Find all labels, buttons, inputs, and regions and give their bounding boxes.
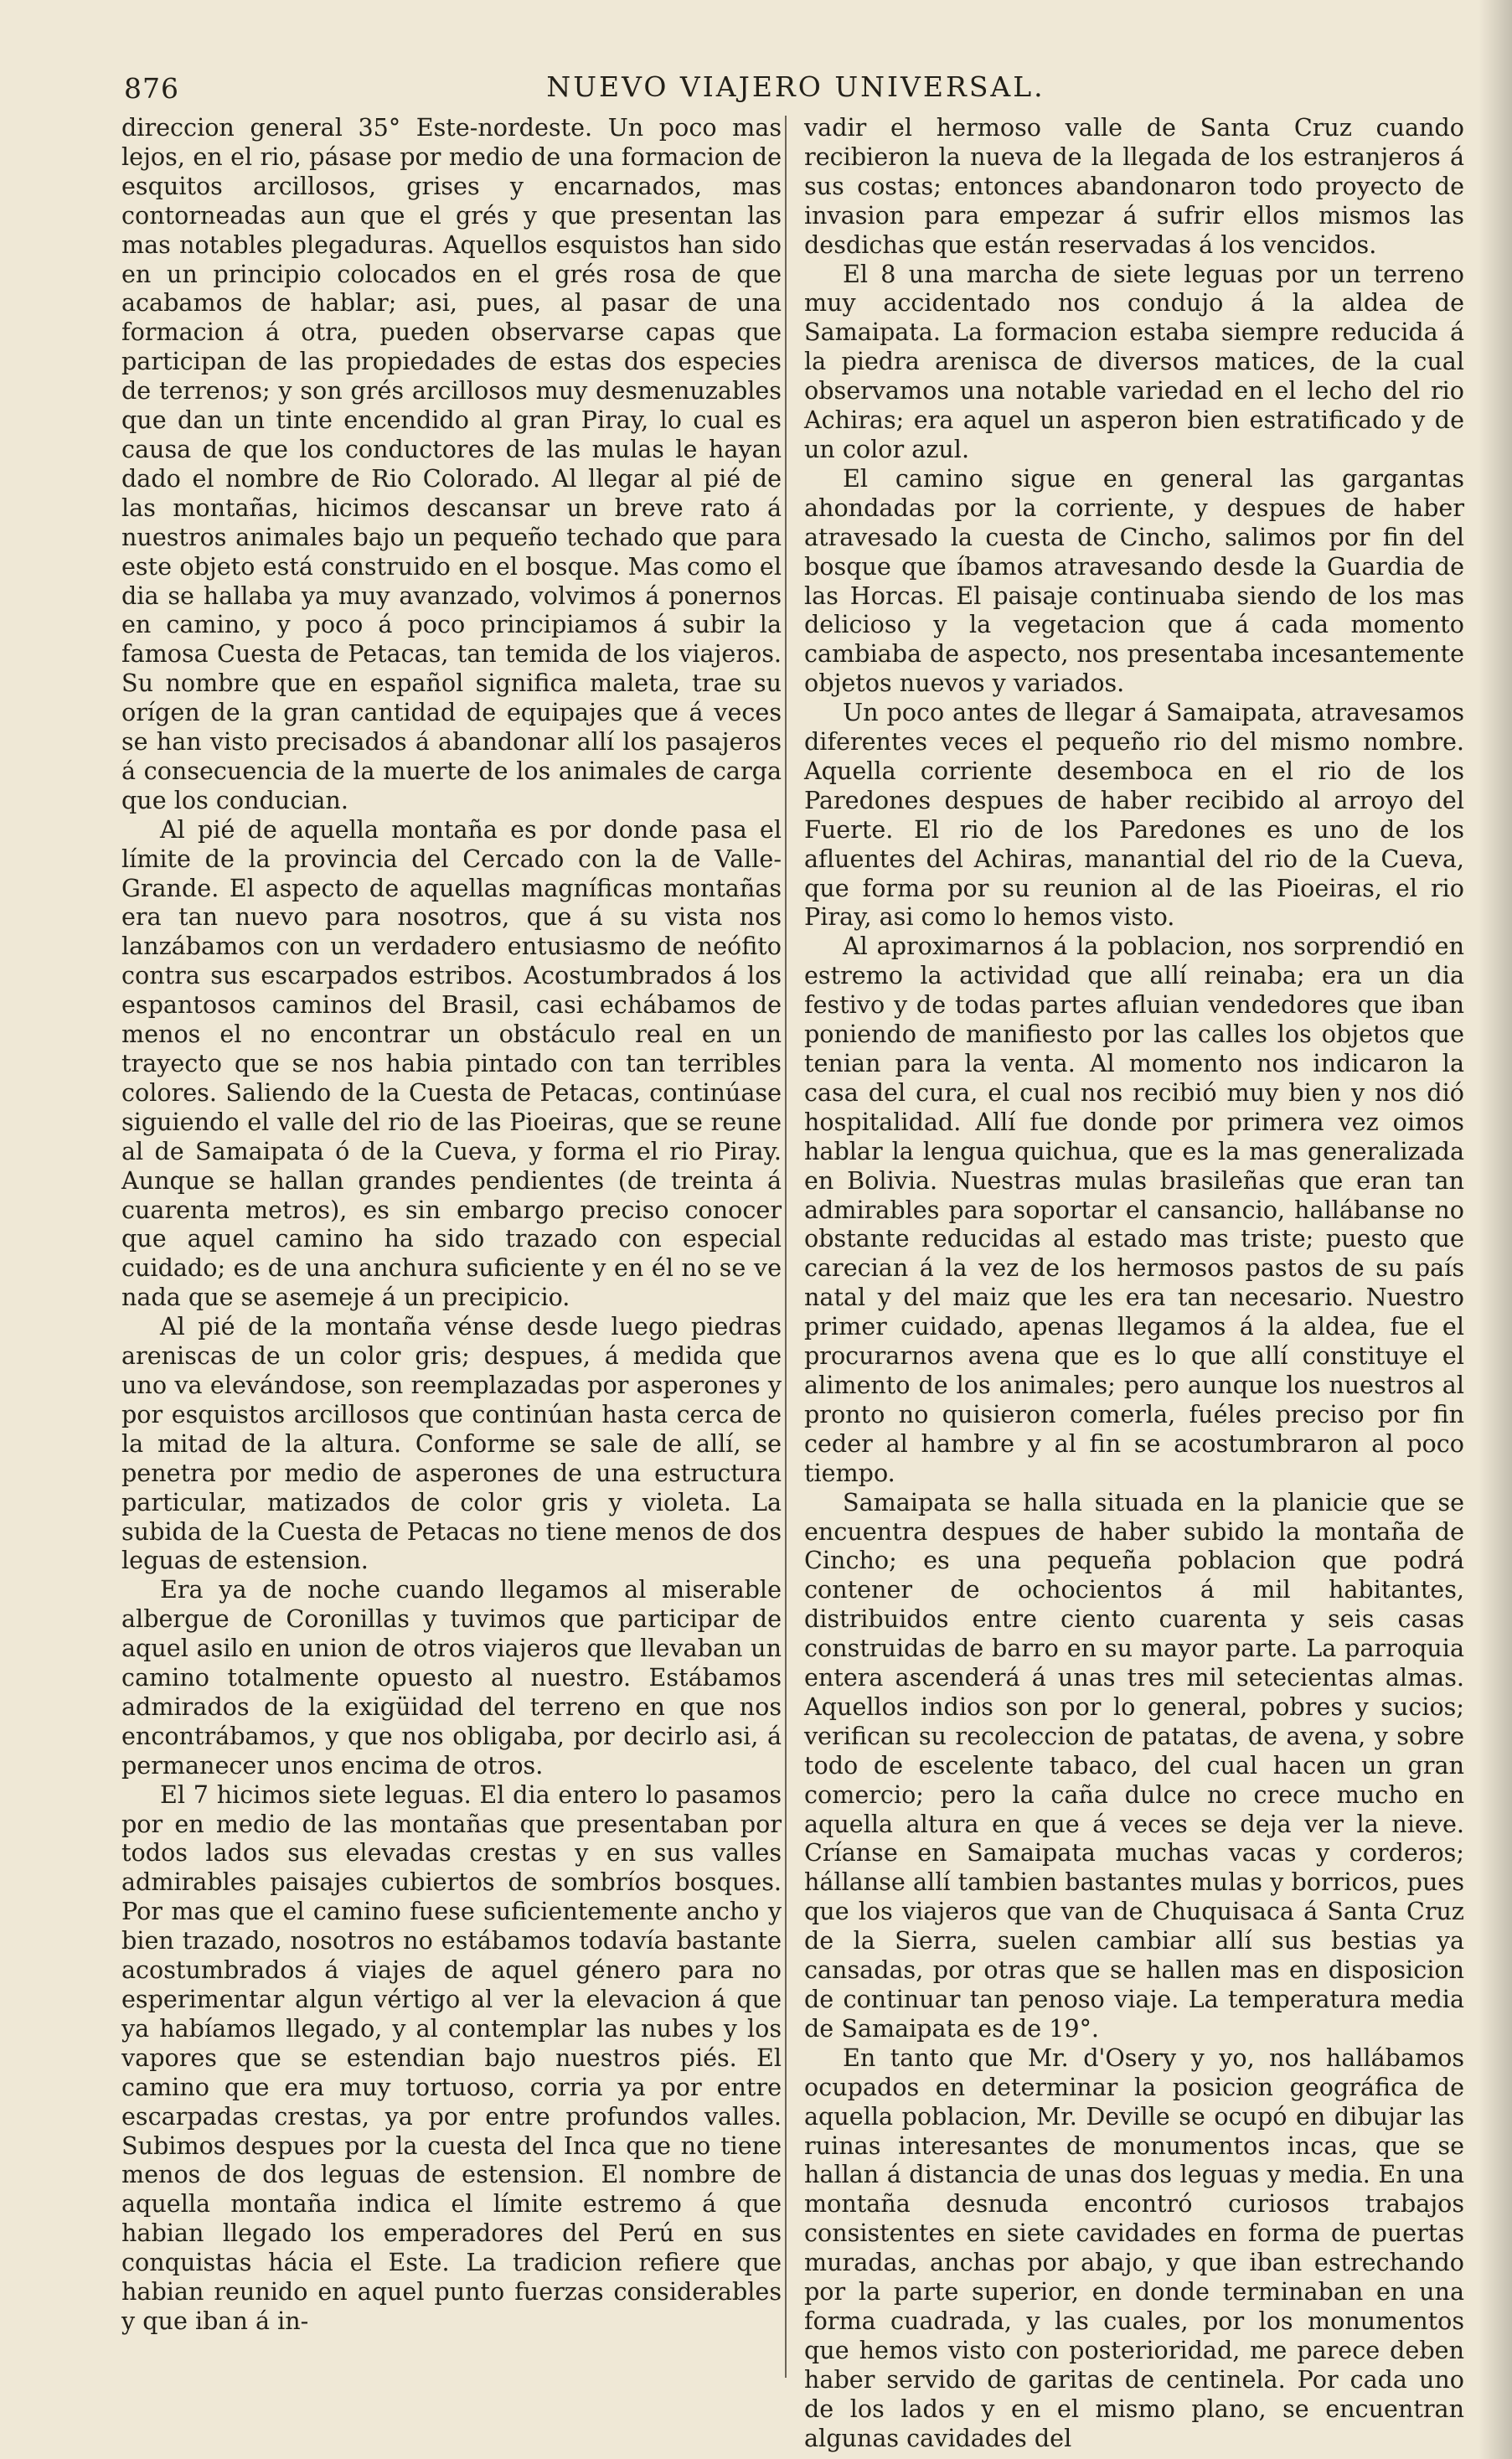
paragraph: El 7 hicimos siete leguas. El dia entero lo pasamos por en medio de las montañas que presentaban por todos lados sus elevadas crestas y en sus valles admirables paisajes cubiertos de sombríos bosques. Por mas que el camino fuese suficientemente ancho y bien trazado, nosotros no estábamos todavía bastante acostumbrados á viajes de aquel género para no esperimentar algun vértigo al ver la elevacion á que ya habíamos llegado, y al contemplar las nubes y los vapores que se estendian bajo nuestros piés. El camino que era muy tortuoso, corria ya por entre escarpadas crestas, ya por entre profundos valles. Subimos despues por la cuesta del Inca que no tiene menos de dos leguas de estension. El nombre de aquella montaña indica el límite estremo á que habian llegado los emperadores del Perú en sus conquistas hácia el Este. La tradicion refiere que habian reunido en aquel punto fuerzas considerables y que iban á in- <box>121 1780 782 2335</box>
paragraph: Era ya de noche cuando llegamos al miserable albergue de Coronillas y tuvimos que participar de aquel asilo en union de otros viajeros que llevaban un camino totalmente opuesto al nuestro. Estábamos admirados de la exigüidad del terreno en que nos encontrábamos, y que nos obligaba, por decirlo asi, á permanecer unos encima de otros. <box>121 1575 782 1780</box>
left-column <box>121 113 782 2336</box>
right-column <box>804 113 1464 2453</box>
column-divider <box>785 116 787 2378</box>
paragraph: Al aproximarnos á la poblacion, nos sorprendió en estremo la actividad que allí reinaba; era un dia festivo y de todas partes afluian vendedores que iban poniendo de manifiesto por las calles los objetos que tenian para la venta. Al momento nos indicaron la casa del cura, el cual nos recibió muy bien y nos dió hospitalidad. Allí fue donde por primera vez oimos hablar la lengua quichua, que es la mas generalizada en Bolivia. Nuestras mulas brasileñas que eran tan admirables para soportar el cansancio, hallábanse no obstante reducidas al estado mas triste; puesto que carecian á la vez de los hermosos pastos de su país natal y del maiz que les era tan necesario. Nuestro primer cuidado, apenas llegamos á la aldea, fue el procurarnos avena que es lo que allí constituye el alimento de los animales; pero aunque los nuestros al pronto no quisieron comerla, fuéles preciso por fin ceder al hambre y al fin se acostumbraron al poco tiempo. <box>804 932 1464 1487</box>
running-title: NUEVO VIAJERO UNIVERSAL. <box>546 70 1045 103</box>
paragraph: Samaipata se halla situada en la planicie que se encuentra despues de haber subido la montaña de Cincho; es una pequeña poblacion que podrá contener de ochocientos á mil habitantes, distribuidos entre ciento cuarenta y seis casas construidas de barro en su mayor parte. La parroquia entera ascenderá á unas tres mil setecientas almas. Aquellos indios son por lo general, pobres y sucios; verifican su recoleccion de patatas, de avena, y sobre todo de escelente tabaco, del cual hacen un gran comercio; pero la caña dulce no crece mucho en aquella altura en que á veces se deja ver la nieve. Críanse en Samaipata muchas vacas y corderos; hállanse allí tambien bastantes mulas y borricos, pues que los viajeros que van de Chuquisaca á Santa Cruz de la Sierra, suelen cambiar allí sus bestias ya cansadas, por otras que se hallen mas en disposicion de continuar tan penoso viaje. La temperatura media de Samaipata es de 19°. <box>804 1487 1464 2043</box>
paragraph: El 8 una marcha de siete leguas por un terreno muy accidentado nos condujo á la aldea de Samaipata. La formacion estaba siempre reducida á la piedra arenisca de diversos matices, de la cual observamos una notable variedad en el lecho del rio Achiras; era aquel un asperon bien estratificado y de un color azul. <box>804 259 1464 463</box>
page-number: 876 <box>124 72 179 105</box>
paragraph: vadir el hermoso valle de Santa Cruz cuando recibieron la nueva de la llegada de los estranjeros á sus costas; entonces abandonaron todo proyecto de invasion para empezar á sufrir ellos mismos las desdichas que están reservadas á los vencidos. <box>804 113 1464 259</box>
paragraph: Al pié de aquella montaña es por donde pasa el límite de la provincia del Cercado con la de Valle-Grande. El aspecto de aquellas magníficas montañas era tan nuevo para nosotros, que á su vista nos lanzábamos con un verdadero entusiasmo de neófito contra sus escarpados estribos. Acostumbrados á los espantosos caminos del Brasil, casi echábamos de menos el no encontrar un obstáculo real en un trayecto que se nos habia pintado con tan terribles colores. Saliendo de la Cuesta de Petacas, continúase siguiendo el valle del rio de las Pioeiras, que se reune al de Samaipata ó de la Cueva, y forma el rio Piray. Aunque se hallan grandes pendientes (de treinta á cuarenta metros), es sin embargo preciso conocer que aquel camino ha sido trazado con especial cuidado; es de una anchura suficiente y en él no se ve nada que se asemeje á un precipicio. <box>121 814 782 1312</box>
paragraph: Un poco antes de llegar á Samaipata, atravesamos diferentes veces el pequeño rio del mismo nombre. Aquella corriente desemboca en el rio de los Paredones despues de haber recibido al arroyo del Fuerte. El rio de los Paredones es uno de los afluentes del Achiras, manantial del rio de la Cueva, que forma por su reunion al de las Pioeiras, el rio Piray, asi como lo hemos visto. <box>804 698 1464 932</box>
paragraph: direccion general 35° Este-nordeste. Un poco mas lejos, en el rio, pásase por medio de una formacion de esquitos arcillosos, grises y encarnados, mas contorneadas aun que el grés y que presentan las mas notables plegaduras. Aquellos esquistos han sido en un principio colocados en el grés rosa de que acabamos de hablar; asi, pues, al pasar de una formacion á otra, pueden observarse capas que participan de las propiedades de estas dos especies de terrenos; y son grés arcillosos muy desmenuzables que dan un tinte encendido al gran Piray, lo cual es causa de que los conductores de las mulas le hayan dado el nombre de Rio Colorado. Al llegar al pié de las montañas, hicimos descansar un breve rato á nuestros animales bajo un pequeño techado que para este objeto está construido en el bosque. Mas como el dia se hallaba ya muy avanzado, volvimos á ponernos en camino, y poco á poco principiamos á subir la famosa Cuesta de Petacas, tan temida de los viajeros. Su nombre que en español significa maleta, trae su orígen de la gran cantidad de equipajes que á veces se han visto precisados á abandonar allí los pasajeros á consecuencia de la muerte de los animales de carga que los conducian. <box>121 113 782 814</box>
paragraph: En tanto que Mr. d'Osery y yo, nos hallábamos ocupados en determinar la posicion geográfica de aquella poblacion, Mr. Deville se ocupó en dibujar las ruinas interesantes de monumentos incas, que se hallan á distancia de unas dos leguas y media. En una montaña desnuda encontró curiosos trabajos consistentes en siete cavidades en forma de puertas muradas, anchas por abajo, y que iban estrechando por la parte superior, en donde terminaban en una forma cuadrada, y las cuales, por los monumentos que hemos visto con posterioridad, me parece deben haber servido de garitas de centinela. Por cada uno de los lados y en el mismo plano, se encuentran algunas cavidades del <box>804 2043 1464 2452</box>
paragraph: El camino sigue en general las gargantas ahondadas por la corriente, y despues de haber atravesado la cuesta de Cincho, salimos por fin del bosque que íbamos atravesando desde la Guardia de las Horcas. El paisaje continuaba siendo de los mas delicioso y la vegetacion que á cada momento cambiaba de aspecto, nos presentaba incesantemente objetos nuevos y variados. <box>804 463 1464 698</box>
page-edge-shadow <box>1478 0 1512 2459</box>
paragraph: Al pié de la montaña vénse desde luego piedras areniscas de un color gris; despues, á medida que uno va elevándose, son reemplazadas por asperones y por esquistos arcillosos que continúan hasta cerca de la mitad de la altura. Conforme se sale de allí, se penetra por medio de asperones de una estructura particular, matizados de color gris y violeta. La subida de la Cuesta de Petacas no tiene menos de dos leguas de estension. <box>121 1312 782 1575</box>
